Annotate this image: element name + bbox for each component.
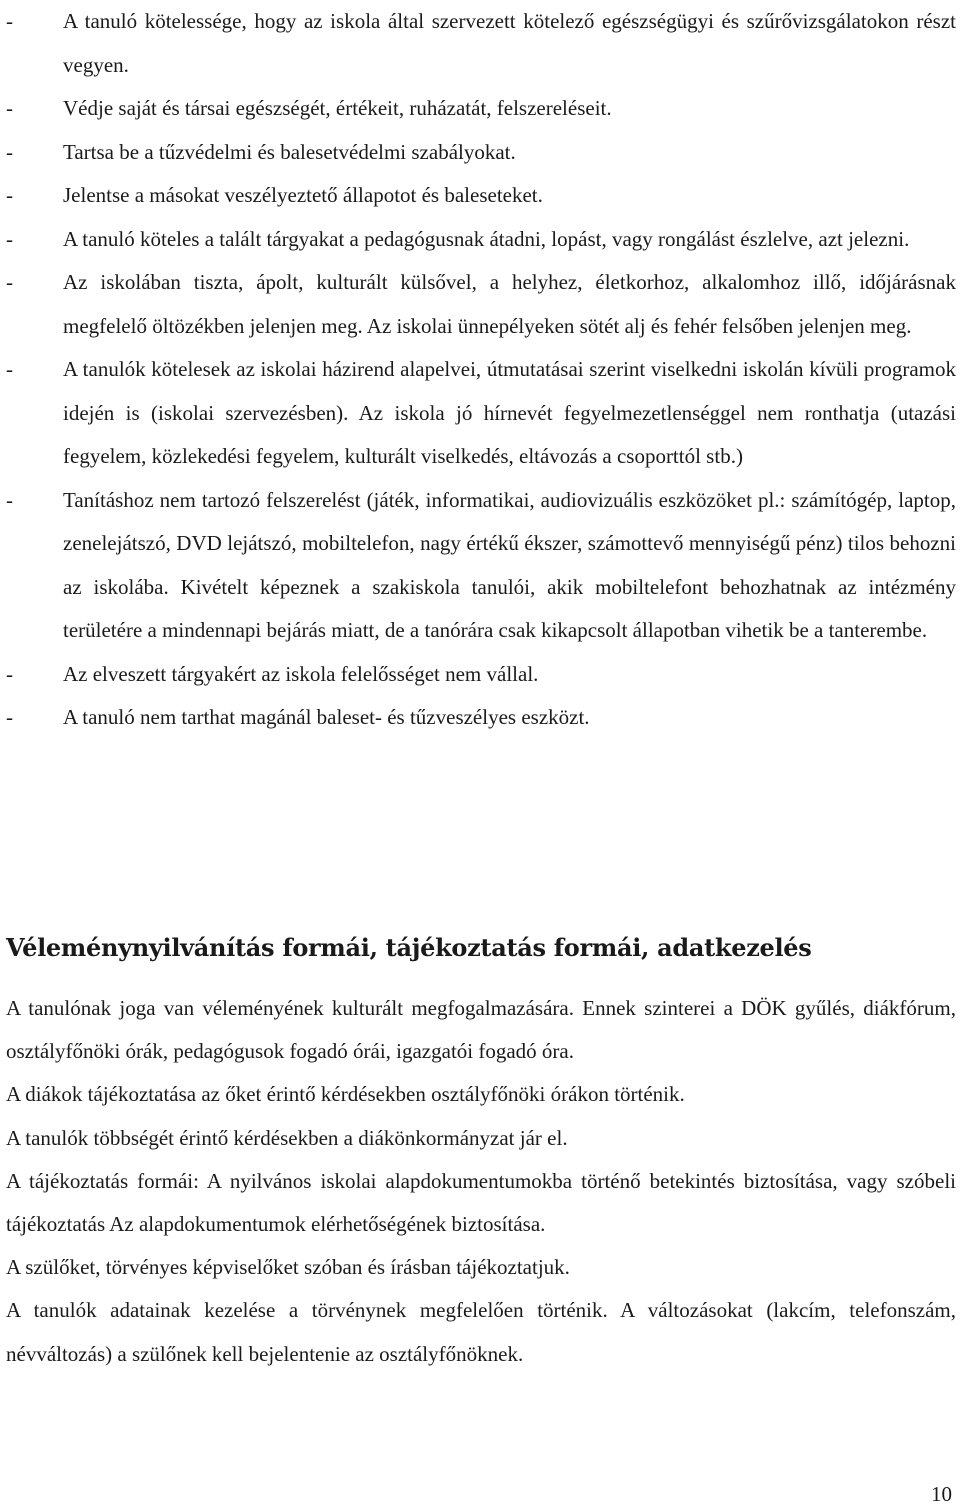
paragraph: A diákok tájékoztatása az őket érintő kérdésekben osztályfőnöki órákon történik. <box>6 1082 685 1107</box>
list-item-text: A tanuló kötelessége, hogy az iskola által szervezett kötelező egészségügyi és szűrővizsgálatokon részt vegyen. <box>63 9 956 77</box>
list-item-text: Tanításhoz nem tartozó felszerelést (játék, informatikai, audiovizuális eszközöket pl.: számítógép, laptop, zenelejátszó, DVD lejátszó, mobiltelefon, nagy értékű ékszer, számottevő mennyiségű pénz) tilos behozni az iskolába. Kivételt képeznek a szakiskola tanulói, akik mobiltelefont behozhatnak az intézmény területére a mindennapi bejárás miatt, de a tanórára csak kikapcsolt állapotban vihetik be a tanterembe. <box>63 487 956 642</box>
paragraph: A tanulónak joga van véleményének kulturált megfogalmazására. Ennek szinterei a DÖK gyűlés, diákfórum, osztályfőnöki órák, pedagógusok fogadó órái, igazgatói fogadó óra. <box>6 996 956 1064</box>
rules-list <box>6 0 956 740</box>
list-item <box>6 261 956 348</box>
list-item-text: A tanuló nem tarthat magánál baleset- és tűzveszélyes eszközt. <box>63 705 590 729</box>
list-item-text: Jelentse a másokat veszélyeztető állapotot és baleseteket. <box>63 183 543 207</box>
list-item <box>6 131 956 175</box>
paragraph: A tájékoztatás formái: A nyilvános iskolai alapdokumentumokba történő betekintés biztosítása, vagy szóbeli tájékoztatás Az alapdokumentumok elérhetőségének biztosítása. <box>6 1168 956 1237</box>
section-title: Véleménynyilvánítás formái, tájékoztatás formái, adatkezelés <box>6 933 812 962</box>
list-item <box>6 218 956 262</box>
paragraph: A tanulók többségét érintő kérdésekben a diákönkormányzat jár el. <box>6 1125 568 1150</box>
list-item-text: A tanulók kötelesek az iskolai házirend alapelvei, útmutatásai szerint viselkedni iskolán kívüli programok idején is (iskolai szervezésben). Az iskola jó hírnevét fegyelmezetlenséggel nem ronthatja (utazási fegyelem, közlekedési fegyelem, kulturált viselkedés, eltávozás a csoporttól stb.) <box>63 357 956 468</box>
page-number: 10 <box>931 1482 952 1506</box>
list-item <box>6 653 956 697</box>
list-item <box>6 174 956 218</box>
list-dash: - <box>6 487 13 512</box>
list-dash: - <box>6 183 13 207</box>
paragraph: A tanulók adatainak kezelése a törvénynek megfelelően történik. A változásokat (lakcím, telefonszám, névváltozás) a szülőnek kell bejelentenie az osztályfőnöknek. <box>6 1298 956 1366</box>
paragraph: A szülőket, törvényes képviselőket szóban és írásban tájékoztatjuk. <box>6 1255 570 1280</box>
list-dash: - <box>6 139 13 164</box>
list-item <box>6 87 956 131</box>
list-dash: - <box>6 270 13 294</box>
list-item <box>6 348 956 479</box>
list-dash: - <box>6 705 13 729</box>
list-item <box>6 479 956 653</box>
list-dash: - <box>6 357 13 381</box>
list-item <box>6 696 956 740</box>
list-item-text: Az iskolában tiszta, ápolt, kulturált külsővel, a helyhez, életkorhoz, alkalomhoz illő, időjárásnak megfelelő öltözékben jelenjen meg. Az iskolai ünnepélyeken sötét alj és fehér felsőben jelenjen meg. <box>63 270 956 338</box>
list-dash: - <box>6 661 13 686</box>
list-item <box>6 0 956 87</box>
section-body <box>6 987 956 1376</box>
list-dash: - <box>6 9 13 33</box>
list-item-text: A tanuló köteles a talált tárgyakat a pedagógusnak átadni, lopást, vagy rongálást észlelve, azt jelezni. <box>63 226 910 251</box>
list-item-text: Védje saját és társai egészségét, értékeit, ruházatát, felszereléseit. <box>63 96 612 120</box>
list-dash: - <box>6 96 13 120</box>
list-item-text: Az elveszett tárgyakért az iskola felelősséget nem vállal. <box>63 661 539 686</box>
list-dash: - <box>6 226 13 251</box>
list-item-text: Tartsa be a tűzvédelmi és balesetvédelmi szabályokat. <box>63 139 516 164</box>
